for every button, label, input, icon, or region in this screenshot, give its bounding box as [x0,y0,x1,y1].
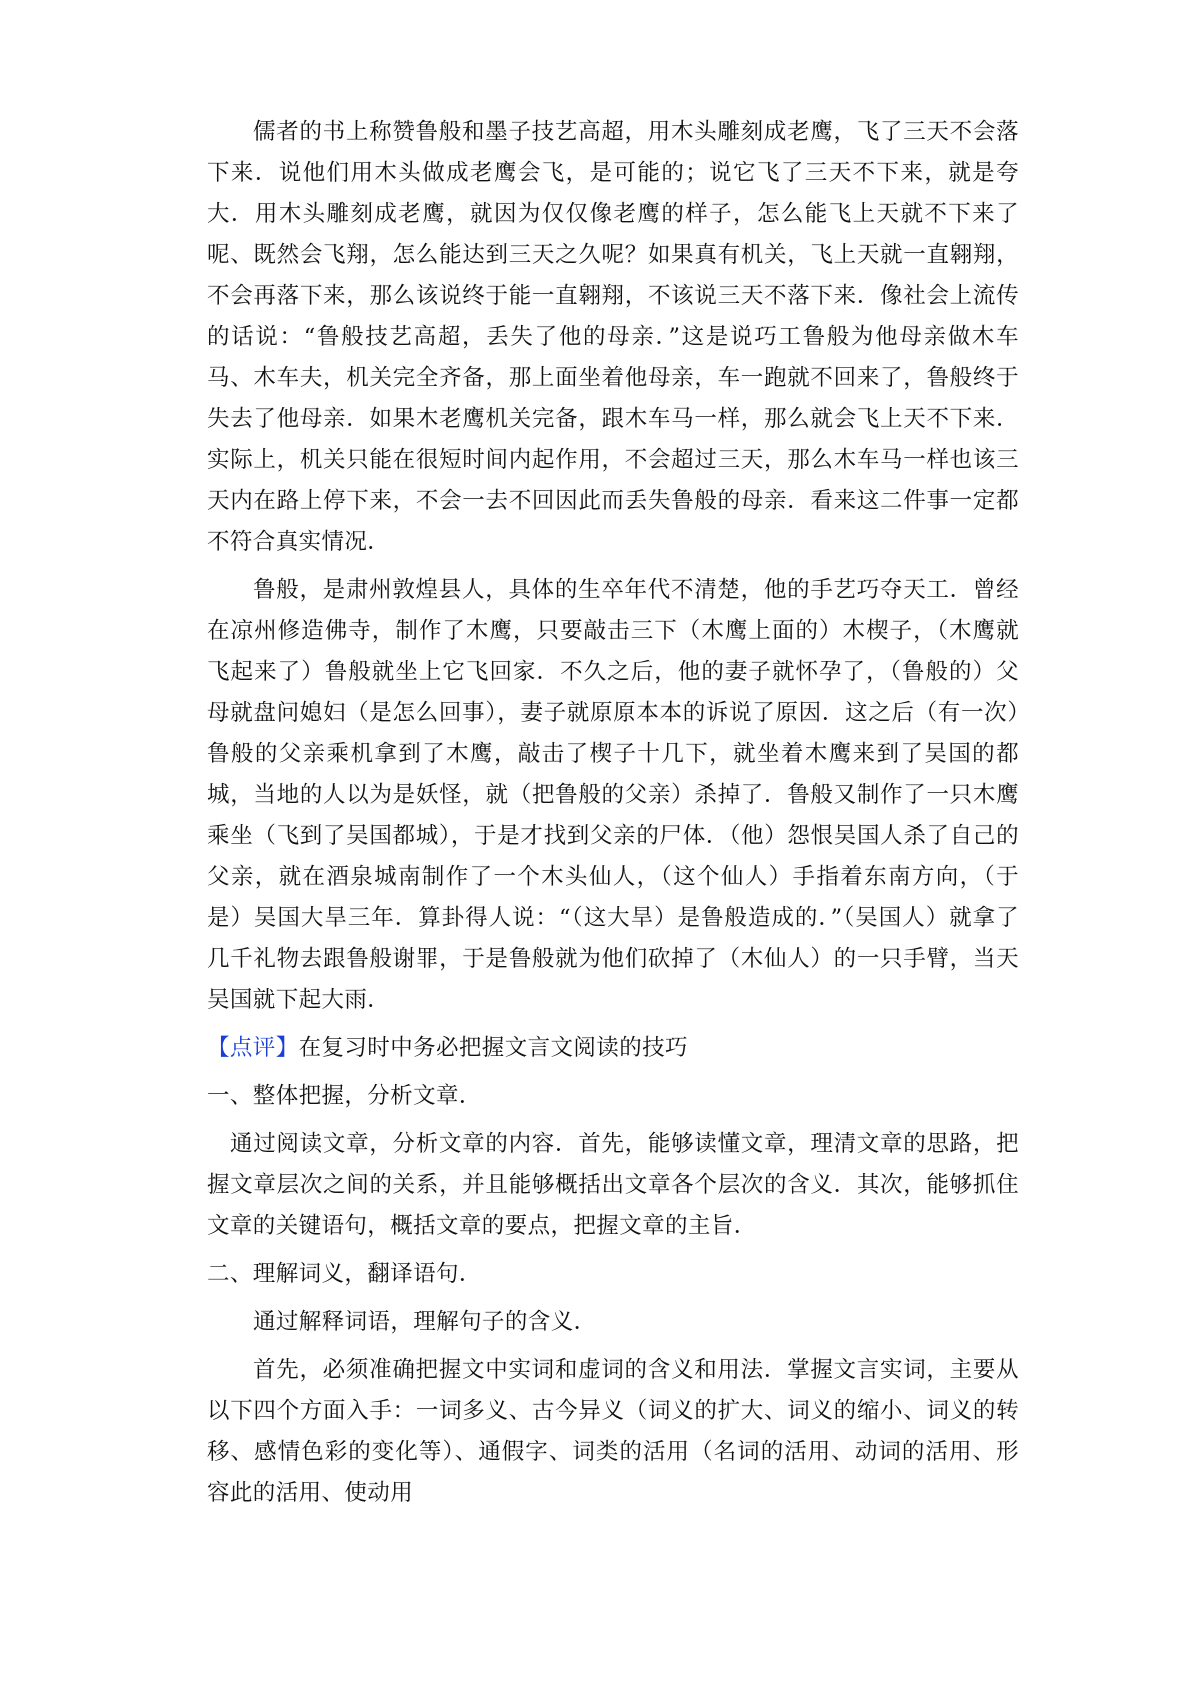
paragraph-lu-ban-story: 鲁般，是肃州敦煌县人，具体的生卒年代不清楚，他的手艺巧夺天工．曾经在凉州修造佛寺，制作了木鹰，只要敲击三下（木鹰上面的）木楔子，（木鹰就飞起来了）鲁般就坐上它飞回家．不久之后，他的妻子就怀孕了，（鲁般的）父母就盘问媳妇（是怎么回事），妻子就原原本本的诉说了原因．这之后（有一次）鲁般的父亲乘机拿到了木鹰，敲击了楔子十几下，就坐着木鹰来到了吴国的都城，当地的人以为是妖怪，就（把鲁般的父亲）杀掉了．鲁般又制作了一只木鹰乘坐（飞到了吴国都城），于是才找到父亲的尸体．（他）怨恨吴国人杀了自己的父亲，就在酒泉城南制作了一个木头仙人，（这个仙人）手指着东南方向，（于是）吴国大旱三年．算卦得人说：“（这大旱）是鲁般造成的．”（吴国人）就拿了几千礼物去跟鲁般谢罪，于是鲁般就为他们砍掉了（木仙人）的一只手臂，当天吴国就下起大雨． [207,577,1019,1013]
comment-tag: 【点评】 [207,1035,299,1061]
section-2-body-2: 首先，必须准确把握文中实词和虚词的含义和用法．掌握文言实词，主要从以下四个方面入手：一词多义、古今异义（词义的扩大、词义的缩小、词义的转移、感情色彩的变化等）、通假字、词类的活用（名词的活用、动词的活用、形容此的活用、使动用 [207,1357,1019,1506]
comment-text: 在复习时中务必把握文言文阅读的技巧 [298,1035,688,1061]
paragraph-gap [207,1117,1019,1124]
document-body [207,112,1019,1514]
paragraph-gap [207,1343,1019,1350]
paragraph-gap [207,1295,1019,1302]
section-heading-1: 一、整体把握，分析文章． [207,1083,482,1109]
paragraph-gap [207,563,1019,570]
section-heading-2: 二、理解词义，翻译语句． [207,1261,482,1287]
comment-line [207,1021,1019,1069]
section-1-body: 通过阅读文章，分析文章的内容．首先，能够读懂文章，理清文章的思路，把握文章层次之间的关系，并且能够概括出文章各个层次的含义．其次，能够抓住文章的关键语句，概括文章的要点，把握文章的主旨． [207,1131,1019,1239]
section-2-body-1: 通过解释词语，理解句子的含义． [253,1309,597,1335]
paragraph-lunheng-translation: 儒者的书上称赞鲁般和墨子技艺高超，用木头雕刻成老鹰，飞了三天不会落下来．说他们用木头做成老鹰会飞，是可能的；说它飞了三天不下来，就是夸大．用木头雕刻成老鹰，就因为仅仅像老鹰的样子，怎么能飞上天就不下来了呢、既然会飞翔，怎么能达到三天之久呢？如果真有机关，飞上天就一直翱翔，不会再落下来，那么该说终于能一直翱翔，不该说三天不落下来．像社会上流传的话说：“鲁般技艺高超，丢失了他的母亲．”这是说巧工鲁般为他母亲做木车马、木车夫，机关完全齐备，那上面坐着他母亲，车一跑就不回来了，鲁般终于失去了他母亲．如果木老鹰机关完备，跟木车马一样，那么就会飞上天不下来．实际上，机关只能在很短时间内起作用，不会超过三天，那么木车马一样也该三天内在路上停下来，不会一去不回因此而丢失鲁般的母亲．看来这二件事一定都不符合真实情况． [207,119,1019,555]
